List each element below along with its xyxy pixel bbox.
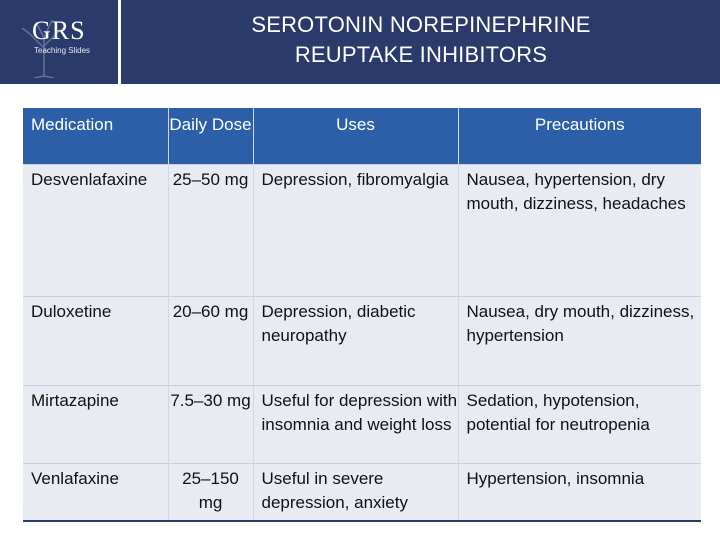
slide-header [0,0,720,84]
logo-text: GRS [32,16,86,45]
medication-table [23,108,701,520]
cell-dose: 25–50 mg [168,164,253,296]
cell-dose: 20–60 mg [168,296,253,385]
cell-medication: Mirtazapine [23,385,168,463]
cell-precautions: Sedation, hypotension, potential for neutropenia [458,385,701,463]
cell-medication: Duloxetine [23,296,168,385]
slide-title [122,10,720,70]
cell-dose: 25–150 mg [168,463,253,520]
cell-medication: Venlafaxine [23,463,168,520]
title-line-1: SEROTONIN NOREPINEPHRINE [251,12,591,37]
cell-precautions: Hypertension, insomnia [458,463,701,520]
cell-precautions: Nausea, hypertension, dry mouth, dizziness, headaches [458,164,701,296]
table-row [23,164,701,296]
cell-uses: Useful for depression with insomnia and weight loss [253,385,458,463]
title-line-2: REUPTAKE INHIBITORS [294,42,548,67]
cell-uses: Depression, diabetic neuropathy [253,296,458,385]
header-daily-dose: Daily Dose [168,108,253,164]
cell-uses: Depression, fibromyalgia [253,164,458,296]
logo-subtitle: Teaching Slides [34,46,91,55]
cell-medication: Desvenlafaxine [23,164,168,296]
medication-table-container [23,108,701,522]
header-medication: Medication [23,108,168,164]
header-precautions: Precautions [458,108,701,164]
table-row [23,463,701,520]
cell-precautions: Nausea, dry mouth, dizziness, hypertension [458,296,701,385]
logo-panel [0,0,121,84]
table-row [23,296,701,385]
cell-uses: Useful in severe depression, anxiety [253,463,458,520]
cell-dose: 7.5–30 mg [168,385,253,463]
table-header-row [23,108,701,164]
table-row [23,385,701,463]
header-uses: Uses [253,108,458,164]
